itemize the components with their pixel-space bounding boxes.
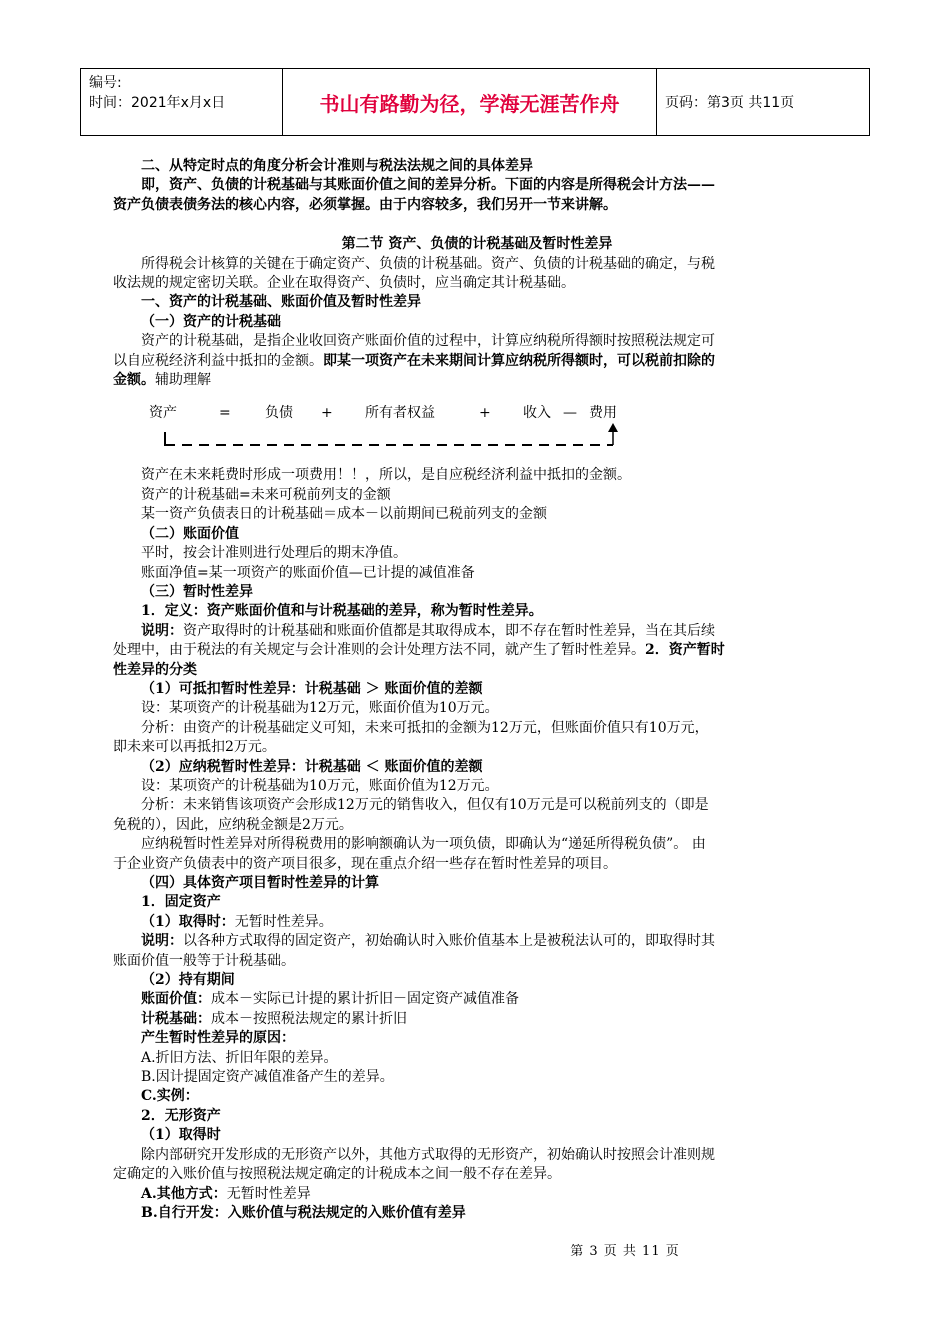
- body-text: 账面价值一般等于计税基础。: [113, 952, 295, 969]
- body-text: 设：某项资产的计税基础为12万元，账面价值为10万元。: [141, 700, 499, 717]
- body-text-normal: 以各种方式取得的固定资产，初始确认时入账价值基本上是被税法认可的，即取得时其: [183, 933, 715, 950]
- equation-minus: —: [563, 405, 577, 422]
- equation-expense: 费用: [589, 405, 617, 422]
- body-text: [113, 1185, 841, 1204]
- body-text-bold: （1）取得时：: [141, 913, 235, 930]
- body-text: [113, 622, 841, 641]
- equation-plus: +: [479, 405, 491, 422]
- body-text: 免税的），因此，应纳税金额是2万元。: [113, 816, 353, 833]
- body-text: 应纳税暂时性差异对所得税费用的影响额确认为一项负债，即确认为“递延所得税负债”。 由: [141, 836, 706, 853]
- header-motto: 书山有路勤为径，学海无涯苦作舟: [283, 69, 657, 135]
- equation-asset: 资产: [149, 405, 177, 422]
- heading-text: （三）暂时性差异: [141, 583, 253, 600]
- heading-text: 1．固定资产: [141, 894, 221, 911]
- body-text: [113, 990, 841, 1009]
- body-text-bold: 计税基础：: [141, 1010, 211, 1027]
- body-text: 分析：未来销售该项资产会形成12万元的销售收入，但仅有10万元是可以税前列支的（即是: [141, 797, 709, 814]
- section-title: 第二节 资产、负债的计税基础及暂时性差异: [341, 236, 613, 253]
- body-text: A.折旧方法、折旧年限的差异。: [141, 1049, 338, 1066]
- body-text: 即，资产、负债的计税基础与其账面价值之间的差异分析。下面的内容是所得税会计方法——: [141, 177, 715, 194]
- heading-text: B.自行开发：入账价值与税法规定的入账价值有差异: [141, 1204, 466, 1221]
- body-text: 资产在未来耗费时形成一项费用！！，所以，是自应税经济利益中抵扣的金额。: [141, 467, 631, 484]
- page-header: [80, 68, 870, 136]
- body-text-normal: 辅助理解: [155, 372, 211, 389]
- body-text-normal: 处理中，由于税法的有关规定与会计准则的会计处理方法不同，就产生了暂时性差异。: [113, 642, 645, 659]
- body-text-normal: 资产取得时的计税基础和账面价值都是其取得成本，即不存在暂时性差异，当在其后续: [183, 622, 715, 639]
- body-text: 账面净值=某一项资产的账面价值—已计提的减值准备: [141, 564, 475, 581]
- heading-text: （2）应纳税暂时性差异：计税基础 ＜ 账面价值的差额: [141, 758, 483, 775]
- body-text: [113, 371, 841, 390]
- body-text: 平时，按会计准则进行处理后的期末净值。: [141, 545, 407, 562]
- heading-text: （四）具体资产项目暂时性差异的计算: [141, 875, 379, 891]
- document-body: [113, 157, 841, 1223]
- body-text: 于企业资产负债表中的资产项目很多，现在重点介绍一些存在暂时性差异的项目。: [113, 855, 617, 872]
- footer-page-number: 第 3 页 共 11 页: [570, 1244, 680, 1259]
- header-meta: [81, 69, 283, 135]
- header-page-number: 页码：第3页 共11页: [665, 95, 795, 111]
- page-footer: [0, 1240, 950, 1259]
- body-text: B.因计提固定资产减值准备产生的差异。: [141, 1069, 394, 1086]
- body-text-normal: 以自应税经济利益中抵扣的金额。: [113, 352, 323, 369]
- document-date: 时间：2021年x月x日: [89, 95, 226, 111]
- equation-income: 收入: [523, 405, 551, 422]
- body-text: 资产的计税基础=未来可税前列支的金额: [141, 486, 391, 503]
- heading-text: （1）取得时: [141, 1127, 221, 1144]
- definition-text: 1．定义：资产账面价值和与计税基础的差异，称为暂时性差异。: [141, 603, 543, 620]
- body-text: 资产的计税基础，是指企业收回资产账面价值的过程中，计算应纳税所得额时按照税法规定可: [141, 333, 715, 350]
- body-text-bold: A.其他方式：: [141, 1185, 227, 1202]
- equation-equals: =: [219, 405, 231, 422]
- heading-text: 一、资产的计税基础、账面价值及暂时性差异: [141, 294, 421, 311]
- body-text-bold: 金额。: [113, 372, 155, 389]
- body-text-bold: 说明：: [141, 622, 183, 639]
- heading-text: 产生暂时性差异的原因：: [141, 1030, 295, 1047]
- body-text-bold: 账面价值：: [141, 991, 211, 1008]
- body-text-bold: 说明：: [141, 933, 183, 950]
- heading-text: （2）持有期间: [141, 972, 235, 989]
- heading-text: （一）资产的计税基础: [141, 313, 281, 330]
- body-text-normal: 成本－按照税法规定的累计折旧: [211, 1010, 407, 1027]
- body-text-normal: 无暂时性差异: [226, 1185, 311, 1202]
- heading-text: C.实例：: [141, 1088, 199, 1105]
- equation-equity: 所有者权益: [365, 405, 435, 422]
- body-text: 所得税会计核算的关键在于确定资产、负债的计税基础。资产、负债的计税基础的确定，与税: [141, 255, 715, 272]
- body-text: 某一资产负债表日的计税基础＝成本－以前期间已税前列支的金额: [141, 506, 547, 523]
- body-text: [113, 641, 841, 660]
- body-text: 资产负债表债务法的核心内容，必须掌握。由于内容较多，我们另开一节来讲解。: [113, 196, 617, 213]
- accounting-equation: [113, 394, 841, 454]
- body-text: 即未来可以再抵扣2万元。: [113, 739, 276, 756]
- document-code: 编号:: [89, 75, 122, 91]
- body-text: [113, 1010, 841, 1029]
- body-text: 收法规的规定密切关联。企业在取得资产、负债时，应当确定其计税基础。: [113, 275, 575, 292]
- body-text-normal: 成本－实际已计提的累计折旧－固定资产减值准备: [211, 991, 519, 1008]
- body-text-bold: 2．资产暂时: [645, 642, 725, 659]
- body-text: [113, 932, 841, 951]
- body-text: 定确定的入账价值与按照税法规定确定的计税成本之间一般不存在差异。: [113, 1166, 561, 1183]
- body-text-normal: 无暂时性差异。: [234, 913, 333, 930]
- body-text: 设：某项资产的计税基础为10万元，账面价值为12万元。: [141, 777, 499, 794]
- body-text: 除内部研究开发形成的无形资产以外，其他方式取得的无形资产，初始确认时按照会计准则规: [141, 1146, 715, 1163]
- heading-text: 二、从特定时点的角度分析会计准则与税法法规之间的具体差异: [141, 158, 533, 174]
- body-text: [113, 913, 841, 932]
- heading-text: 2．无形资产: [141, 1107, 221, 1124]
- equation-plus: +: [321, 405, 333, 422]
- equation-arrow-icon: [113, 394, 633, 454]
- equation-liability: 负债: [265, 405, 293, 422]
- body-text: 分析：由资产的计税基础定义可知，未来可抵扣的金额为12万元，但账面价值只有10万元，: [141, 719, 709, 736]
- heading-text: （1）可抵扣暂时性差异：计税基础 ＞ 账面价值的差额: [141, 680, 483, 697]
- heading-text: 性差异的分类: [113, 661, 197, 678]
- heading-text: （二）账面价值: [141, 525, 239, 542]
- body-text: [113, 352, 841, 371]
- body-text-bold: 即某一项资产在未来期间计算应纳税所得额时，可以税前扣除的: [323, 352, 715, 369]
